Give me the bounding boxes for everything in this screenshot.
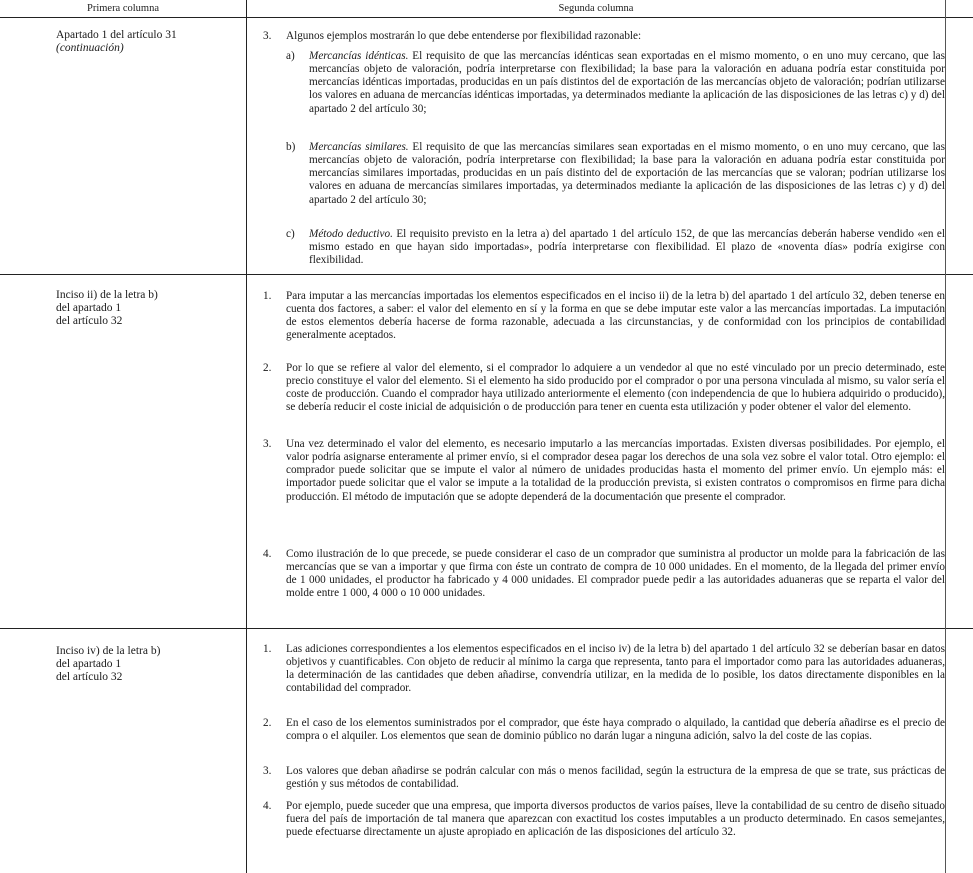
section-2-item-1-text: Para imputar a las mercancías importadas los elementos especificados en el inciso ii) de la letra b) del apartado 1 del artículo 32, deben tenerse en cuenta dos factores, a saber: el valor del elemento en sí y la forma en que se debe imputar este valor a las mercancías importadas. La imputación de estos elementos debería hacerse de forma razonable, adecuada a las circunstancias, y de conformidad con los principios de contabilidad generalmente aceptados. [286,290,945,342]
subitem-b-title: Mercancías similares. [309,141,409,153]
section-3-item-4-number: 4. [263,800,272,812]
section-2-label [56,289,241,328]
section-2-item-3-number: 3. [263,438,272,450]
section-2-item-4-text: Como ilustración de lo que precede, se puede considerar el caso de un comprador que suministra al productor un molde para la fabricación de las mercancías que se van a importar y que firma con éste un contrato de compra de 10 000 unidades. En el momento, de la llegada del primer envío de 1 000 unidades, el productor ha fabricado y 4 000 unidades. El comprador puede pedir a las autoridades aduaneras que se reparta el valor del molde entre 1 000, 4 000 o 10 000 unidades. [286,548,945,600]
section-3-item-3-number: 3. [263,765,272,777]
section-2-item-2-text: Por lo que se refiere al valor del elemento, si el comprador lo adquiere a un vendedor al que no esté vinculado por un precio determinado, este precio constituye el valor del elemento. Si el elemento ha sido producido por el comprador o por una persona vinculada al mismo, su valor sería el coste de producción. Cuando el comprador haya utilizado anteriormente el elemento (con independencia de que lo hubiera adquirido o producido), se debería reducir el coste inicial de adquisición o de producción para tener en cuenta esta utilización y poder obtener el valor del elemento. [286,362,945,414]
section-3-item-2-text: En el caso de los elementos suministrados por el comprador, que éste haya comprado o alquilado, la cantidad que debería añadirse es el precio de compra o el alquiler. Los elementos que sean de dominio público no darán lugar a ninguna adición, salvo la del coste de las copias. [286,717,945,743]
section-divider-2 [0,628,973,629]
subitem-a-letter: a) [286,50,295,62]
section-2-item-1-number: 1. [263,290,272,302]
section-1-label-continuation: (continuación) [56,42,124,54]
section-3-item-4-text: Por ejemplo, puede suceder que una empresa, que importa diversos productos de varios países, lleve la contabilidad de su centro de diseño situado fuera del país de importación de tal manera que aparezcan con exactitud los costes imputables a un producto determinado. En casos semejantes, puede efectuarse directamente un ajuste apropiado en aplicación de las disposiciones del artículo 32. [286,800,945,839]
section-2-item-4-number: 4. [263,548,272,560]
header-divider [0,17,973,18]
subitem-a-title: Mercancías idénticas. [309,50,409,62]
section-3-item-1-number: 1. [263,643,272,655]
section-2-label-line-2: del apartado 1 [56,302,122,314]
subitem-c [309,228,945,267]
section-2-label-line-3: del artículo 32 [56,315,123,327]
subitem-b-text: El requisito de que las mercancías similares sean exportadas en el mismo momento, o en uno muy cercano, que las mercancías objeto de valoración, podría interpretarse con flexibilidad; la base para la valoración en aduana podría estar constituida por mercancías similares importadas, producidas en un país distinto del de exportación de las mercancías que se valoran; podrían utilizarse los valores en aduana de mercancías similares importadas, ya determinados mediante la aplicación de las disposiciones de las letras c) y d) del apartado 2 del artículo 30; [309,141,946,206]
section-3-item-3-text: Los valores que deban añadirse se podrán calcular con más o menos facilidad, según la estructura de la empresa de que se trate, sus prácticas de gestión y sus métodos de contabilidad. [286,765,945,791]
subitem-a [309,50,945,116]
section-3-item-2-number: 2. [263,717,272,729]
column-divider [246,0,247,873]
section-3-item-1-text: Las adiciones correspondientes a los elementos especificados en el inciso iv) de la letra b) del apartado 1 del artículo 32 se deberían basar en datos objetivos y cuantificables. Con objeto de reducir al mínimo la carga que representa, tanto para el importador como para las autoridades aduaneras, la determinación de las cantidades que deben añadirse, convendría utilizar, en la medida de lo posible, los datos directamente disponibles en la contabilidad del comprador. [286,643,945,695]
section-1-intro-number: 3. [263,30,272,42]
section-1-label [56,29,241,55]
subitem-a-text: El requisito de que las mercancías idénticas sean exportadas en el mismo momento, o en uno muy cercano, que las mercancías objeto de valoración, podría interpretarse con flexibilidad; la base para la valoración en aduana podría estar constituida por mercancías idénticas importadas, producidas en un país distintos del de exportación de las mercancías objeto de valoración; podrían utilizarse los valores en aduana de mercancías idénticas importadas, ya determinados mediante la aplicación de las disposiciones de las letras c) y d) del apartado 2 del artículo 30; [309,50,945,115]
subitem-c-title: Método deductivo. [309,228,393,240]
section-1-intro-text: Algunos ejemplos mostrarán lo que debe entenderse por flexibilidad razonable: [286,30,642,42]
first-column-header: Primera columna [86,3,160,14]
subitem-c-text: El requisito previsto en la letra a) del apartado 1 del artículo 152, de que las mercancías deberán haberse vendido «en el mismo estado en que hayan sido importadas», podría interpretarse con flexibilidad. El plazo de «noventa días» podría exigirse con flexibilidad. [309,228,946,267]
subitem-b [309,141,945,207]
page-edge-line [945,0,946,873]
section-3-label-line-3: del artículo 32 [56,671,123,683]
section-divider-1 [0,274,973,275]
section-3-label-line-2: del apartado 1 [56,658,122,670]
section-3-label [56,645,241,684]
section-2-item-3-text: Una vez determinado el valor del elemento, es necesario imputarlo a las mercancías importadas. Existen diversas posibilidades. Por ejemplo, el valor podría asignarse enteramente al primer envío, si el comprador desea pagar los derechos de una sola vez sobre el valor total. Otro ejemplo: el comprador puede solicitar que se impute el valor al número de unidades producidas hasta el momento del primer envío. Un ejemplo más: el importador puede solicitar que el valor se impute a la totalidad de la producción prevista, si existen contratos o compromisos en firme para dicha producción. El método de imputación que se adopte dependerá de la documentación que presente el comprador. [286,438,945,503]
section-1-label-line: Apartado 1 del artículo 31 [56,29,177,41]
second-column-header: Segunda columna [558,3,634,14]
section-3-label-line-1: Inciso iv) de la letra b) [56,645,161,657]
section-2-label-line-1: Inciso ii) de la letra b) [56,289,158,301]
section-2-item-2-number: 2. [263,362,272,374]
subitem-c-letter: c) [286,228,295,240]
subitem-b-letter: b) [286,141,296,153]
